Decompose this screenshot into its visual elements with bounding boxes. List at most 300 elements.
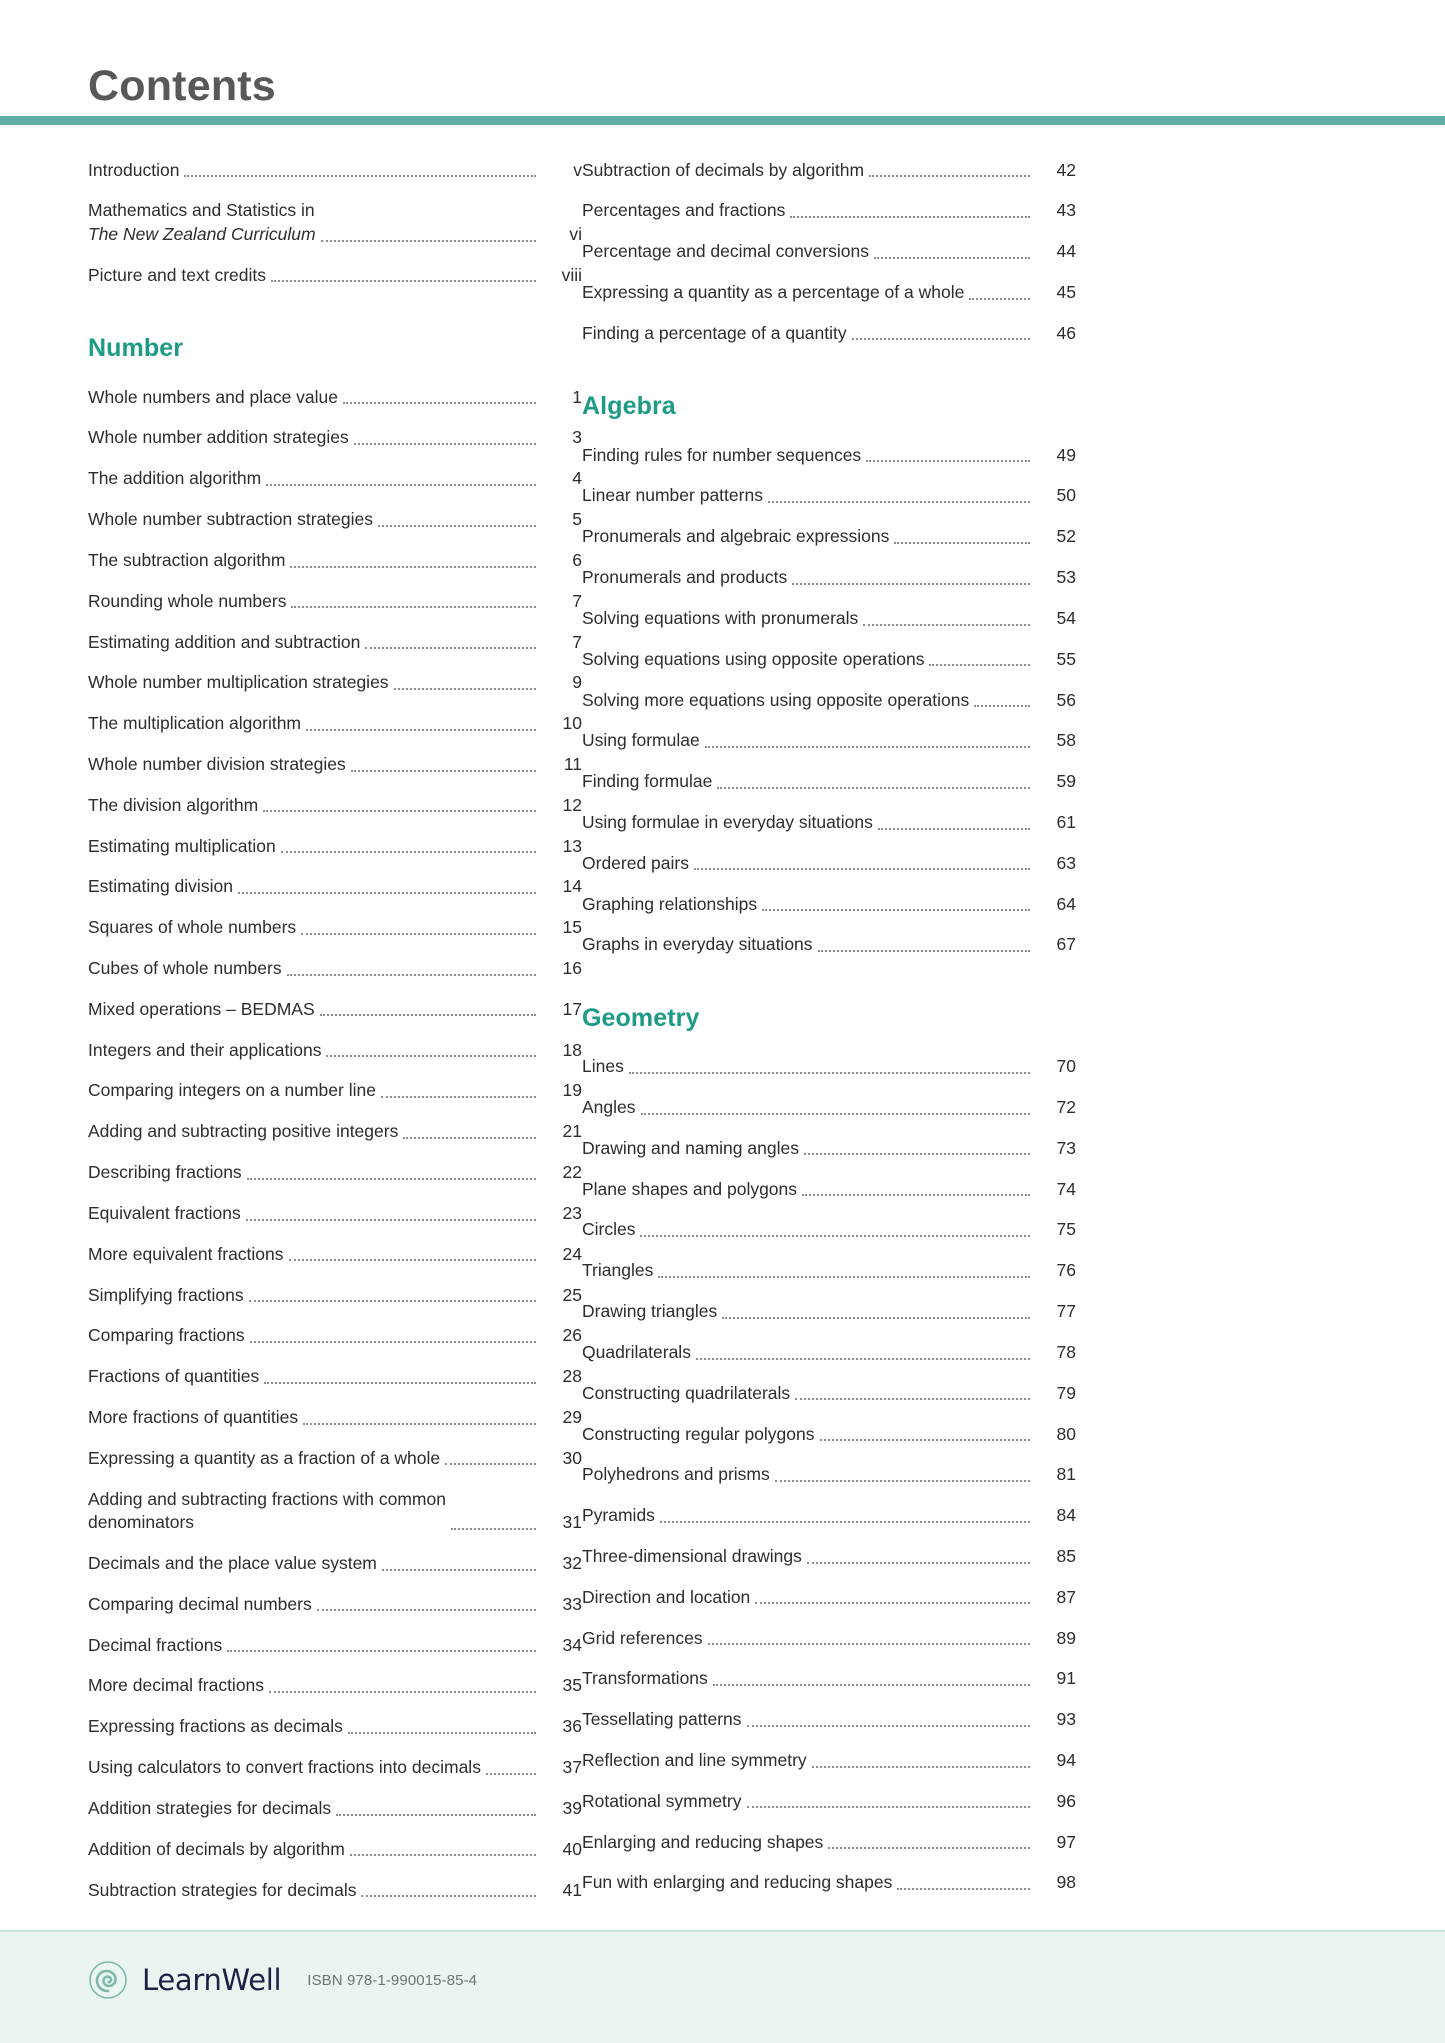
toc-entry-page: 78 (1056, 1341, 1076, 1362)
toc-entry[interactable] (582, 1292, 1076, 1333)
section-heading: Geometry (582, 1003, 700, 1032)
toc-leader-dots (348, 1732, 536, 1734)
toc-leader-dots (445, 1463, 536, 1465)
toc-entry-page: 36 (562, 1716, 582, 1737)
toc-entry-title: Pronumerals and algebraic expressions (582, 526, 890, 547)
toc-entry-page: 80 (1056, 1423, 1076, 1444)
toc-entry-title: Triangles (582, 1260, 654, 1281)
toc-leader-dots (301, 933, 536, 935)
toc-leader-dots (306, 729, 536, 731)
toc-entry-title: Whole number subtraction strategies (88, 509, 373, 530)
toc-entry[interactable] (582, 1251, 1076, 1292)
left-sections (88, 334, 582, 1911)
toc-entry-title: Comparing decimal numbers (88, 1593, 312, 1614)
toc-entry-page: 21 (562, 1121, 582, 1142)
toc-leader-dots (747, 1725, 1030, 1727)
toc-entry-page: 26 (562, 1325, 582, 1346)
toc-entry-title: Circles (582, 1219, 636, 1240)
toc-leader-dots (694, 868, 1030, 870)
toc-entry-title: Three-dimensional drawings (582, 1545, 802, 1566)
toc-entry-page: 25 (562, 1284, 582, 1305)
toc-leader-dots (361, 1895, 536, 1897)
toc-entry[interactable] (88, 1870, 582, 1911)
toc-entry-page: 14 (562, 876, 582, 897)
toc-entry-title: Polyhedrons and prisms (582, 1464, 770, 1485)
toc-entry-title: Finding formulae (582, 771, 713, 792)
toc-entry[interactable] (88, 1625, 582, 1666)
toc-entry[interactable] (582, 1128, 1076, 1169)
toc-leader-dots (291, 606, 536, 608)
toc-entry-page: 63 (1056, 852, 1076, 873)
toc-entry-title: Subtraction strategies for decimals (88, 1879, 357, 1900)
toc-leader-dots (250, 1341, 536, 1343)
toc-entry-title: Expressing a quantity as a fraction of a whole (88, 1447, 441, 1468)
toc-entry-title: Fun with enlarging and reducing shapes (582, 1872, 893, 1893)
toc-entry-page: 12 (562, 794, 582, 815)
toc-entry[interactable] (582, 1087, 1076, 1128)
toc-leader-dots (227, 1650, 536, 1652)
toc-entry[interactable] (582, 1536, 1076, 1577)
toc-entry-page: 9 (572, 672, 582, 693)
toc-leader-dots (247, 1178, 536, 1180)
toc-entry[interactable] (582, 1618, 1076, 1659)
toc-entry[interactable] (88, 581, 582, 622)
toc-leader-dots (184, 175, 536, 177)
toc-entry-title: Pyramids (582, 1505, 655, 1526)
toc-entry-page: 56 (1056, 689, 1076, 710)
toc-entry-page: 42 (1056, 159, 1076, 180)
toc-entry[interactable] (582, 802, 1076, 843)
page-title: Contents (88, 62, 276, 110)
toc-entry[interactable] (88, 1071, 582, 1112)
toc-entry-title: Lines (582, 1056, 624, 1077)
toc-leader-dots (696, 1358, 1030, 1360)
toc-entry-page: 35 (562, 1675, 582, 1696)
toc-entry[interactable] (582, 925, 1076, 966)
toc-entry-page: 43 (1056, 200, 1076, 221)
toc-leader-dots (929, 664, 1030, 666)
toc-entry-page: 77 (1056, 1301, 1076, 1322)
toc-entry[interactable] (582, 150, 1076, 191)
toc-entry[interactable] (582, 191, 1076, 232)
toc-entry[interactable] (88, 908, 582, 949)
toc-entry[interactable] (582, 1332, 1076, 1373)
toc-entry-title: More equivalent fractions (88, 1243, 284, 1264)
toc-entry-title: Percentages and fractions (582, 200, 786, 221)
toc-entry[interactable] (582, 1373, 1076, 1414)
toc-leader-dots (382, 1569, 536, 1571)
toc-entry[interactable] (582, 1047, 1076, 1088)
toc-leader-dots (271, 280, 536, 282)
toc-entry-page: 41 (562, 1879, 582, 1900)
toc-entry[interactable] (582, 1577, 1076, 1618)
toc-entry-page: 22 (562, 1162, 582, 1183)
toc-entry-page: 81 (1056, 1464, 1076, 1485)
toc-entry[interactable] (88, 663, 582, 704)
toc-leader-dots (246, 1219, 536, 1221)
toc-entry-title: Drawing triangles (582, 1301, 718, 1322)
toc-entry[interactable] (582, 721, 1076, 762)
toc-entry-title: Decimal fractions (88, 1634, 223, 1655)
toc-entry[interactable] (88, 1193, 582, 1234)
toc-entry-title: Constructing quadrilaterals (582, 1382, 791, 1403)
toc-leader-dots (828, 1847, 1030, 1849)
toc-entry-title: Adding and subtracting positive integers (88, 1121, 399, 1142)
isbn-text: ISBN 978-1-990015-85-4 (307, 1971, 478, 1989)
toc-entry-page: 33 (562, 1593, 582, 1614)
toc-leader-dots (804, 1153, 1030, 1155)
toc-entry-page: 45 (1056, 282, 1076, 303)
toc-entry-title: Mathematics and Statistics in The New Zealand Curriculum (88, 200, 316, 245)
toc-leader-dots (343, 402, 536, 404)
toc-entry-page: 53 (1056, 567, 1076, 588)
toc-leader-dots (238, 892, 536, 894)
toc-entry[interactable] (88, 1234, 582, 1275)
toc-entry[interactable] (582, 843, 1076, 884)
toc-entry-title: Angles (582, 1097, 636, 1118)
toc-entry[interactable] (582, 558, 1076, 599)
toc-entry-title: Rounding whole numbers (88, 590, 287, 611)
toc-entry[interactable] (88, 1788, 582, 1829)
toc-entry-page: 19 (562, 1080, 582, 1101)
section-heading: Algebra (582, 392, 676, 421)
toc-entry[interactable] (88, 867, 582, 908)
toc-entry-title: Graphs in everyday situations (582, 934, 813, 955)
toc-leader-dots (365, 647, 536, 649)
spiral-icon (88, 1960, 128, 2000)
brand-name: LearnWell (142, 1963, 282, 1997)
toc-entry[interactable] (88, 418, 582, 459)
toc-leader-dots (287, 974, 536, 976)
toc-entry-page: 70 (1056, 1056, 1076, 1077)
toc-entry-page: 94 (1056, 1750, 1076, 1771)
toc-entry[interactable] (88, 1479, 582, 1543)
toc-leader-dots (303, 1423, 536, 1425)
toc-entry-page: 28 (562, 1366, 582, 1387)
toc-leader-dots (320, 1014, 536, 1016)
toc-entry[interactable] (88, 377, 582, 418)
toc-entry[interactable] (88, 540, 582, 581)
toc-entry-page: 3 (572, 427, 582, 448)
toc-entry[interactable] (88, 1584, 582, 1625)
toc-entry-title: Expressing fractions as decimals (88, 1716, 343, 1737)
toc-entry[interactable] (88, 1543, 582, 1584)
toc-leader-dots (974, 705, 1030, 707)
toc-entry-page: 18 (562, 1039, 582, 1060)
toc-leader-dots (722, 1317, 1030, 1319)
toc-entry[interactable] (88, 1030, 582, 1071)
toc-entry[interactable] (88, 948, 582, 989)
toc-leader-dots (350, 1854, 536, 1856)
toc-entry-page: 7 (572, 631, 582, 652)
toc-leader-dots (820, 1439, 1031, 1441)
toc-entry-page: 49 (1056, 444, 1076, 465)
toc-entry[interactable] (88, 1275, 582, 1316)
toc-entry-title: Solving equations with pronumerals (582, 607, 859, 628)
toc-entry-title: Decimals and the place value system (88, 1553, 377, 1574)
toc-entry-page: 52 (1056, 526, 1076, 547)
toc-entry[interactable] (88, 1829, 582, 1870)
toc-entry[interactable] (88, 191, 582, 255)
toc-entry-page: 64 (1056, 893, 1076, 914)
toc-entry[interactable] (582, 272, 1076, 313)
toc-leader-dots (878, 828, 1030, 830)
toc-entry-page: v (573, 159, 582, 180)
toc-leader-dots (795, 1398, 1030, 1400)
toc-entry-page: 96 (1056, 1790, 1076, 1811)
toc-entry-title: Solving more equations using opposite operations (582, 689, 970, 710)
toc-leader-dots (894, 542, 1030, 544)
footer-brand-group (88, 1960, 477, 2000)
toc-leader-dots (708, 1643, 1030, 1645)
toc-entry-title: Ordered pairs (582, 852, 689, 873)
toc-entry-page: 16 (562, 958, 582, 979)
toc-entry-page: 97 (1056, 1831, 1076, 1852)
toc-entry-page: 32 (562, 1553, 582, 1574)
toc-entry[interactable] (582, 1414, 1076, 1455)
toc-entry-title: Whole number addition strategies (88, 427, 349, 448)
toc-leader-dots (792, 583, 1030, 585)
toc-entry[interactable] (88, 255, 582, 296)
toc-entry-title: Estimating division (88, 876, 233, 897)
toc-entry-title: Comparing fractions (88, 1325, 245, 1346)
toc-entry-title: Describing fractions (88, 1162, 242, 1183)
toc-entry[interactable] (582, 435, 1076, 476)
toc-entry-page: 5 (572, 509, 582, 530)
toc-entry-title: More decimal fractions (88, 1675, 265, 1696)
toc-entry-title: Rotational symmetry (582, 1790, 742, 1811)
toc-entry[interactable] (88, 500, 582, 541)
toc-entry-title: Linear number patterns (582, 485, 763, 506)
toc-entry-title: Pronumerals and products (582, 567, 788, 588)
toc-leader-dots (768, 501, 1030, 503)
toc-entry-title: Cubes of whole numbers (88, 958, 282, 979)
toc-entry[interactable] (582, 476, 1076, 517)
toc-entry-title: Percentage and decimal conversions (582, 241, 869, 262)
toc-leader-dots (451, 1528, 536, 1530)
toc-leader-dots (641, 1113, 1030, 1115)
toc-entry-page: 50 (1056, 485, 1076, 506)
toc-entry[interactable] (88, 1666, 582, 1707)
toc-entry-title: Estimating multiplication (88, 835, 276, 856)
toc-entry-title: Fractions of quantities (88, 1366, 260, 1387)
toc-leader-dots (264, 1382, 536, 1384)
toc-entry[interactable] (88, 1438, 582, 1479)
toc-entry-title: Introduction (88, 159, 180, 180)
toc-entry[interactable] (582, 1659, 1076, 1700)
toc-entry[interactable] (582, 680, 1076, 721)
toc-entry-title: Whole number division strategies (88, 753, 346, 774)
toc-entry-page: 67 (1056, 934, 1076, 955)
front-matter-list (88, 150, 582, 296)
toc-entry[interactable] (88, 1316, 582, 1357)
toc-entry-title: Direction and location (582, 1586, 751, 1607)
toc-entry-title: Whole numbers and place value (88, 386, 339, 407)
toc-entry-title: Integers and their applications (88, 1039, 322, 1060)
toc-entry-title: Plane shapes and polygons (582, 1178, 798, 1199)
toc-entry-page: 24 (562, 1243, 582, 1264)
toc-entry-title: Addition strategies for decimals (88, 1797, 332, 1818)
toc-leader-dots (863, 624, 1030, 626)
toc-entry-title: Transformations (582, 1668, 708, 1689)
toc-leader-dots (812, 1766, 1030, 1768)
toc-entry-title: Finding a percentage of a quantity (582, 322, 847, 343)
toc-entry-title: More fractions of quantities (88, 1406, 299, 1427)
toc-leader-dots (378, 525, 536, 527)
toc-leader-dots (762, 909, 1030, 911)
header-divider (0, 116, 1445, 125)
toc-leader-dots (354, 443, 536, 445)
toc-entry[interactable] (582, 313, 1076, 354)
toc-leader-dots (713, 1684, 1030, 1686)
toc-entry[interactable] (582, 1863, 1076, 1904)
toc-entry-page: 10 (562, 713, 582, 734)
toc-entry[interactable] (88, 1707, 582, 1748)
toc-entry[interactable] (582, 598, 1076, 639)
toc-leader-dots (790, 216, 1030, 218)
toc-entry[interactable] (582, 1781, 1076, 1822)
toc-entry-page: 59 (1056, 771, 1076, 792)
toc-leader-dots (336, 1814, 536, 1816)
toc-entry-title: The subtraction algorithm (88, 549, 286, 570)
toc-entry-page: 73 (1056, 1137, 1076, 1158)
toc-entry-title: Simplifying fractions (88, 1284, 244, 1305)
toc-entry-page: 84 (1056, 1505, 1076, 1526)
toc-leader-dots (660, 1521, 1030, 1523)
toc-entry-page: 46 (1056, 322, 1076, 343)
toc-entry-title: The multiplication algorithm (88, 713, 302, 734)
toc-leader-dots (969, 298, 1030, 300)
toc-entry[interactable] (88, 744, 582, 785)
toc-leader-dots (705, 746, 1030, 748)
toc-leader-dots (807, 1562, 1030, 1564)
toc-entry-page: 13 (562, 835, 582, 856)
toc-entry-title: Mixed operations – BEDMAS (88, 998, 315, 1019)
toc-entry[interactable] (88, 1357, 582, 1398)
toc-entry[interactable] (582, 639, 1076, 680)
toc-leader-dots (874, 257, 1030, 259)
section-heading: Number (88, 334, 184, 363)
toc-entry-title: Squares of whole numbers (88, 917, 297, 938)
toc-entry-page: 30 (562, 1447, 582, 1468)
toc-entry-title: Solving equations using opposite operations (582, 648, 925, 669)
toc-entry-title: Using formulae in everyday situations (582, 811, 873, 832)
toc-entry[interactable] (88, 785, 582, 826)
toc-leader-dots (394, 688, 536, 690)
toc-entry-title: Equivalent fractions (88, 1202, 241, 1223)
toc-entry[interactable] (88, 1748, 582, 1789)
toc-leader-dots (869, 175, 1030, 177)
toc-entry-title: The division algorithm (88, 794, 259, 815)
toc-entry-page: 54 (1056, 607, 1076, 628)
toc-leader-dots (281, 851, 536, 853)
toc-leader-dots (866, 460, 1030, 462)
toc-entry-title: The addition algorithm (88, 468, 262, 489)
toc-entry-title: Finding rules for number sequences (582, 444, 862, 465)
toc-leader-dots (317, 1609, 536, 1611)
toc-entry[interactable] (582, 1740, 1076, 1781)
toc-entry[interactable] (88, 704, 582, 745)
toc-leader-dots (747, 1806, 1031, 1808)
toc-entry-page: 85 (1056, 1545, 1076, 1566)
toc-entry-page: 93 (1056, 1709, 1076, 1730)
toc-entry[interactable] (88, 622, 582, 663)
toc-entry-page: 44 (1056, 241, 1076, 262)
toc-entry-page: 72 (1056, 1097, 1076, 1118)
right-column (582, 150, 1076, 1911)
toc-entry[interactable] (88, 459, 582, 500)
toc-leader-dots (290, 566, 536, 568)
toc-entry-title: Adding and subtracting fractions with common denominators (88, 1488, 446, 1533)
toc-entry[interactable] (582, 884, 1076, 925)
toc-entry-page: 37 (562, 1757, 582, 1778)
toc-entry-page: 58 (1056, 730, 1076, 751)
toc-entry-page: viii (561, 264, 582, 285)
toc-entry[interactable] (88, 150, 582, 191)
toc-entry[interactable] (582, 1169, 1076, 1210)
toc-entry[interactable] (582, 762, 1076, 803)
toc-leader-dots (321, 240, 536, 242)
toc-entry-title: Addition of decimals by algorithm (88, 1838, 345, 1859)
toc-entry-title: Tessellating patterns (582, 1709, 742, 1730)
toc-entry-page: 98 (1056, 1872, 1076, 1893)
toc-leader-dots (351, 770, 536, 772)
toc-leader-dots (640, 1235, 1030, 1237)
toc-entry[interactable] (88, 1112, 582, 1153)
toc-entry-title: Subtraction of decimals by algorithm (582, 159, 865, 180)
toc-entry-page: 31 (562, 1512, 582, 1533)
toc-entry[interactable] (582, 517, 1076, 558)
toc-entry-page: 11 (563, 753, 582, 774)
toc-entry-page: 7 (572, 590, 582, 611)
toc-leader-dots (755, 1602, 1030, 1604)
toc-entry-page: 87 (1056, 1586, 1076, 1607)
toc-entry-page: 4 (572, 468, 582, 489)
toc-entry[interactable] (582, 1700, 1076, 1741)
toc-entry-title: Comparing integers on a number line (88, 1080, 376, 1101)
toc-entry-page: 79 (1056, 1382, 1076, 1403)
toc-entry-page: 40 (562, 1838, 582, 1859)
toc-entry[interactable] (88, 989, 582, 1030)
toc-entry[interactable] (88, 826, 582, 867)
toc-entry[interactable] (88, 1397, 582, 1438)
toc-entry-page: 91 (1056, 1668, 1076, 1689)
toc-entry-title: Quadrilaterals (582, 1341, 691, 1362)
toc-entry-page: 1 (572, 386, 582, 407)
toc-entry-page: 55 (1056, 648, 1076, 669)
toc-entry[interactable] (88, 1153, 582, 1194)
toc-leader-dots (263, 810, 536, 812)
toc-entry-title: Constructing regular polygons (582, 1423, 815, 1444)
toc-entry[interactable] (582, 1822, 1076, 1863)
toc-entry-page: 17 (562, 998, 582, 1019)
toc-leader-dots (269, 1691, 536, 1693)
toc-entry[interactable] (582, 232, 1076, 273)
continued-entries-list (582, 150, 1076, 354)
contents-columns (0, 150, 1445, 1911)
toc-entry-title: Using calculators to convert fractions into decimals (88, 1757, 481, 1778)
toc-entry[interactable] (582, 1496, 1076, 1537)
toc-entry-title: Using formulae (582, 730, 700, 751)
toc-leader-dots (381, 1096, 536, 1098)
toc-entry-page: 89 (1056, 1627, 1076, 1648)
toc-leader-dots (775, 1480, 1030, 1482)
toc-entry-page: 75 (1056, 1219, 1076, 1240)
toc-leader-dots (486, 1773, 536, 1775)
toc-entry[interactable] (582, 1210, 1076, 1251)
toc-leader-dots (852, 338, 1030, 340)
toc-entry[interactable] (582, 1455, 1076, 1496)
